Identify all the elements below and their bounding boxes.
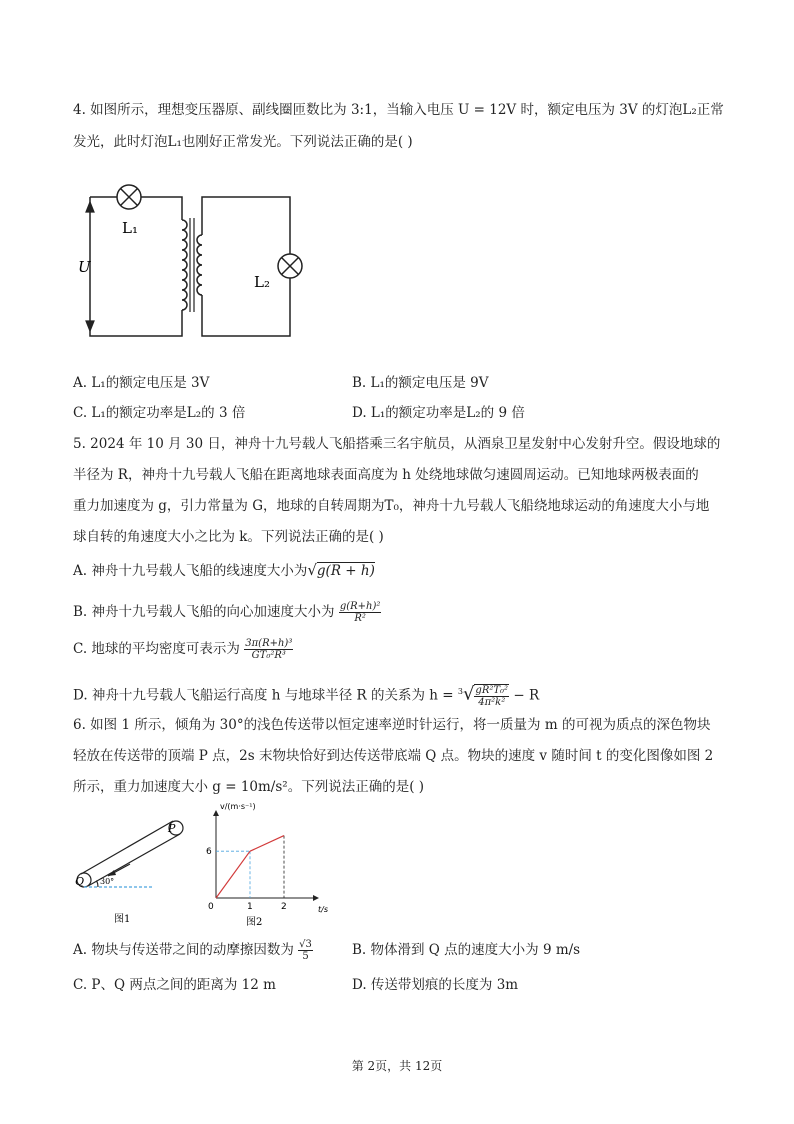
origin-label: 0 bbox=[208, 902, 214, 912]
l2-label: L₂ bbox=[254, 273, 270, 291]
q6-stem-line-3: 所示，重力加速度大小 g = 10m/s²。下列说法正确的是( ) bbox=[73, 779, 425, 795]
q5-option-a-text: A. 神舟十九号载人飞船的线速度大小为 bbox=[73, 563, 308, 579]
q5-option-a-radicand: g(R + h) bbox=[316, 563, 375, 579]
q5-option-b-text: B. 神舟十九号载人飞船的向心加速度大小为 bbox=[73, 604, 335, 620]
q5-stem-line-3: 重力加速度为 g，引力常量为 G，地球的自转周期为T₀，神舟十九号载人飞船绕地球运动的角速度大小与地 bbox=[73, 498, 710, 514]
x-axis-label: t/s bbox=[318, 905, 328, 914]
y-axis-label: v/(m·s⁻¹) bbox=[220, 802, 256, 811]
q5-option-b-numerator: g(R+h)² bbox=[339, 601, 381, 612]
u-label: U bbox=[78, 258, 91, 276]
q6-conveyor-belt-figure bbox=[72, 816, 192, 928]
point-p-label: P bbox=[168, 822, 176, 835]
q5-stem-line-1: 5. 2024 年 10 月 30 日，神舟十九号载人飞船搭乘三名宇航员，从酒泉卫星发射中心发射升空。假设地球的 bbox=[73, 436, 721, 452]
q5-option-d-denominator: 4π²k² bbox=[478, 697, 506, 708]
q6-option-a-denominator: 5 bbox=[302, 951, 309, 962]
q5-option-b-denominator: R² bbox=[354, 613, 366, 624]
figure-2-caption: 图2 bbox=[246, 917, 263, 928]
page-footer: 第 2页，共 12页 bbox=[351, 1059, 443, 1073]
q5-option-c-text: C. 地球的平均密度可表示为 bbox=[73, 641, 240, 657]
q5-option-d-root-index: 3 bbox=[457, 687, 463, 696]
q6-option-b[interactable]: B. 物体滑到 Q 点的速度大小为 9 m/s bbox=[352, 942, 581, 958]
q5-option-b[interactable] bbox=[73, 601, 381, 624]
angle-label: 30° bbox=[100, 877, 115, 886]
series-segment-0 bbox=[216, 851, 250, 898]
q6-velocity-time-chart bbox=[198, 800, 338, 928]
q5-stem-line-4: 球自转的角速度大小之比为 k。下列说法正确的是( ) bbox=[73, 529, 384, 545]
q6-stem-line-1: 6. 如图 1 所示，倾角为 30°的浅色传送带以恒定速率逆时针运行，将一质量为 m 的可视为质点的深色物块 bbox=[73, 717, 711, 733]
series-segment-1 bbox=[250, 836, 284, 852]
x-tick-label-2: 2 bbox=[281, 902, 287, 912]
q6-option-a-text: A. 物块与传送带之间的动摩擦因数为 bbox=[73, 942, 294, 958]
q6-option-d[interactable]: D. 传送带划痕的长度为 3m bbox=[352, 977, 519, 993]
q5-option-c[interactable] bbox=[73, 638, 293, 661]
q4-transformer-circuit-figure bbox=[72, 180, 312, 346]
q5-option-d[interactable]: D. 神舟十九号载人飞船运行高度 h 与地球半径 R 的关系为 h = $^3$√ $\frac{\text{gR²T₀²}}{\text{4π²k²}}$ − R bbox=[73, 683, 540, 708]
q5-option-c-denominator: GT₀²R³ bbox=[251, 650, 286, 661]
q6-option-a[interactable] bbox=[73, 939, 313, 962]
point-q-label: Q bbox=[75, 875, 85, 888]
y-tick-label-6: 6 bbox=[206, 847, 212, 858]
q4-option-c[interactable]: C. L₁的额定功率是L₂的 3 倍 bbox=[73, 405, 246, 421]
q5-option-d-tail: − R bbox=[513, 687, 540, 704]
q5-option-d-text: D. 神舟十九号载人飞船运行高度 h 与地球半径 R 的关系为 h = bbox=[73, 687, 454, 704]
x-tick-label-1: 1 bbox=[247, 902, 253, 912]
q4-stem-line-1: 4. 如图所示，理想变压器原、副线圈匝数比为 3:1，当输入电压 U = 12V 时，额定电压为 3V 的灯泡L₂正常 bbox=[73, 102, 724, 118]
q5-stem-line-2: 半径为 R，神舟十九号载人飞船在距离地球表面高度为 h 处绕地球做匀速圆周运动。已知地球两极表面的 bbox=[73, 467, 699, 483]
q4-option-a[interactable]: A. L₁的额定电压是 3V bbox=[73, 375, 210, 391]
q5-option-d-numerator: gR²T₀² bbox=[475, 685, 509, 696]
q5-option-c-numerator: 3π(R+h)³ bbox=[245, 638, 293, 649]
l1-label: L₁ bbox=[122, 219, 138, 237]
q4-option-b[interactable]: B. L₁的额定电压是 9V bbox=[352, 375, 489, 391]
q4-option-d[interactable]: D. L₁的额定功率是L₂的 9 倍 bbox=[352, 405, 525, 421]
q4-stem-line-2: 发光，此时灯泡L₁也刚好正常发光。下列说法正确的是( ) bbox=[73, 134, 413, 150]
q6-stem-line-2: 轻放在传送带的顶端 P 点，2s 末物块恰好到达传送带底端 Q 点。物块的速度 v 随时间 t 的变化图像如图 2 bbox=[73, 748, 714, 764]
q6-option-c[interactable]: C. P、Q 两点之间的距离为 12 m bbox=[73, 977, 276, 993]
figure-1-caption: 图1 bbox=[114, 914, 131, 925]
q5-option-a[interactable]: A. 神舟十九号载人飞船的线速度大小为√g(R + h) bbox=[73, 561, 375, 579]
q6-option-a-numerator: √3 bbox=[299, 939, 312, 950]
